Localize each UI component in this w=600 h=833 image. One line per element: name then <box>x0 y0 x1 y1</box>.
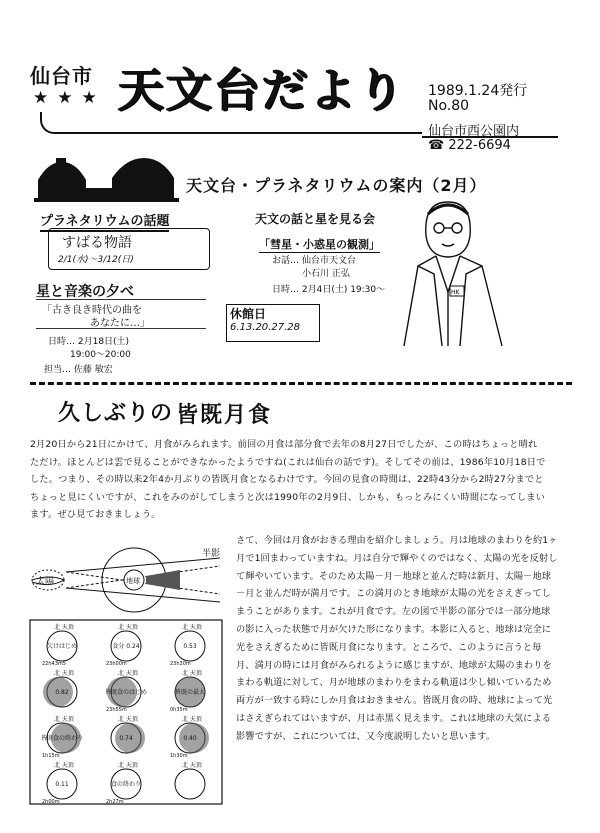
issue-number: No.80 <box>428 98 470 114</box>
phase-time: 2h27m <box>106 799 124 805</box>
talk-event-topic: 「彗星・小惑星の観測」 <box>259 238 380 251</box>
music-event-title-line2: あなたに…」 <box>90 318 150 329</box>
planetarium-show-title: すばる物語 <box>62 235 132 251</box>
phase-label: 0.82 <box>55 689 69 696</box>
masthead-divider <box>40 112 422 134</box>
eclipse-diagram <box>30 544 235 614</box>
phase-cell <box>170 623 205 667</box>
eclipse-phase-grid <box>28 618 224 808</box>
phase-label: 0.74 <box>119 735 133 742</box>
phase-time: 1h30m <box>170 753 188 759</box>
direction-label: 北 天頂 <box>118 624 138 631</box>
closed-days-list: 6.13.20.27.28 <box>230 322 300 333</box>
star-icons: ★★★ <box>33 88 106 108</box>
observatory-dome-icon <box>34 152 179 202</box>
phase-cell <box>105 669 147 713</box>
talk-event-heading: 天文の話と星を見る会 <box>255 212 376 226</box>
music-event-title-line1: 「古き良き時代の曲を <box>42 305 142 316</box>
phase-label: 0.53 <box>183 643 197 650</box>
music-event-host: 担当… 佐藤 敏宏 <box>44 365 113 375</box>
phase-time: 23h55m <box>106 707 127 713</box>
phase-cell <box>106 623 141 667</box>
phase-label: 皆既食のはじめ <box>104 689 148 696</box>
sun-label: 太陽 <box>36 577 55 587</box>
speaker-illustration <box>398 196 558 356</box>
newsletter-title: 天文台だより <box>118 63 406 117</box>
svg-text:HK: HK <box>451 289 460 296</box>
direction-label: 北 天頂 <box>118 670 138 677</box>
direction-label: 北 天頂 <box>118 716 138 723</box>
phase-cell <box>41 715 83 759</box>
phase-time: 2h00m <box>42 799 60 805</box>
phase-label: 皆既の最大 <box>174 689 206 696</box>
city-name: 仙台市 <box>30 64 93 88</box>
talk-speaker-org: 仙台市天文台 <box>302 256 357 266</box>
music-event-date: 日時… 2月18日(土) <box>48 337 130 347</box>
section-divider <box>30 382 572 385</box>
direction-label: 北 天頂 <box>54 716 74 723</box>
music-event-heading: 星と音楽の夕べ <box>36 284 134 300</box>
phase-cell <box>170 715 209 759</box>
phase-label: 欠けはじめ <box>46 643 78 650</box>
publication-date: 1989.1.24発行 <box>428 83 528 99</box>
phase-time: 1h15m <box>42 753 60 759</box>
phase-cell <box>42 623 77 667</box>
earth-label: 地球 <box>126 577 140 585</box>
phase-time: 23h00m <box>106 661 127 667</box>
direction-label: 北 天頂 <box>54 670 74 677</box>
talk-speaker-label: お話… <box>272 256 300 266</box>
phone-number: ☎ 222-6694 <box>428 138 511 153</box>
closed-days-label: 休館日 <box>230 307 267 321</box>
phase-time: 23h30m <box>170 661 191 667</box>
article-paragraph-1: 2月20日から21日にかけて、月食がみられます。前回の月食は部分食で去年の8月27日でしたが、この時はちょっと晴れただけ。ほとんどは雲で見ることができなかったようですね(これは仙台の話です)。そしてその前は、1986年10月18日でした。つまり、その時以来2年4か月ぶりの皆既月食となるわけです。今回の見食の時間は、22時43分から2時27分までとちょっと見にくいですが、これをみのがしてしまうと次は1990年の2月9日、しかも、もっとみにくい時間になってしまいます。ぜひ見ておきましょう。 <box>30 439 546 520</box>
talk-event-date: 日時… 2月4日(土) 19:30～ <box>272 285 386 295</box>
article-paragraph-2: さて、今回は月食がおきる理由を紹介しましょう。月は地球のまわりを約1ヶ月で1回まわっていますね。月は自分で輝やくのではなく、太陽の光を反射して輝やいています。そのため太陽－月－地球と並んだ時は新月、太陽－地球－月と並んだ時が満月です。この満月のとき地球が太陽の光をさえぎってしまうことがあります。これが月食です。左の図で半影の部分では一部分地球の影に入った状態で月が欠けた形になります。本影に入ると、地球は完全に光をさえぎるために皆既月食になります。ところで、このように言うと毎月、満月の時には月食がみられるように感じますが、地球が太陽のまわりをまわる軌道に対して、月が地球のまわりをまわる軌道は少し傾いているため両方が一致する時にしか月食はおきません。皆既月食の時、地球によって光はさえぎられてはいますが、月は赤黒く見えます。これは地球の大気による影響ですが、これについては、又今度説明したいと思います。 <box>236 535 558 742</box>
phase-time: 0h35m <box>170 707 188 713</box>
phase-label: 食の終わり <box>110 781 142 788</box>
direction-label: 北 天頂 <box>182 624 202 631</box>
phase-label: 0.40 <box>183 735 197 742</box>
music-event-time: 19:00～20:00 <box>70 350 131 360</box>
article-title-part2: 皆既月食 <box>176 403 273 428</box>
phase-cell <box>111 715 145 753</box>
direction-label: 北 天頂 <box>182 716 202 723</box>
direction-label: 北 天頂 <box>54 624 74 631</box>
direction-label: 北 天頂 <box>54 762 74 769</box>
phase-label: 0.11 <box>55 781 69 788</box>
phase-label: 皆既食の終わり <box>40 735 84 742</box>
planetarium-topic-heading: プラネタリウムの話題 <box>40 210 169 232</box>
address: 仙台市西公園内 <box>428 124 520 139</box>
phase-cell <box>175 761 205 799</box>
phase-time: 22h43m5 <box>42 661 66 667</box>
article-title-part1: 久しぶりの <box>58 401 174 426</box>
direction-label: 北 天頂 <box>182 762 202 769</box>
phase-cell <box>170 669 205 713</box>
planetarium-show-dates: 2/1(水)～3/12(日) <box>58 255 134 265</box>
phase-cell <box>106 761 141 805</box>
phase-cell <box>43 669 77 707</box>
phase-label: 食分 0.24 <box>112 643 140 650</box>
phase-cell <box>42 761 77 805</box>
penumbra-label: 半影 <box>202 549 221 559</box>
direction-label: 北 天頂 <box>118 762 138 769</box>
talk-speaker-name: 小石川 正弘 <box>302 269 350 279</box>
direction-label: 北 天頂 <box>182 670 202 677</box>
guide-heading: 天文台・プラネタリウムの案内（2月） <box>186 176 487 195</box>
moon-phase-icon <box>175 769 205 799</box>
